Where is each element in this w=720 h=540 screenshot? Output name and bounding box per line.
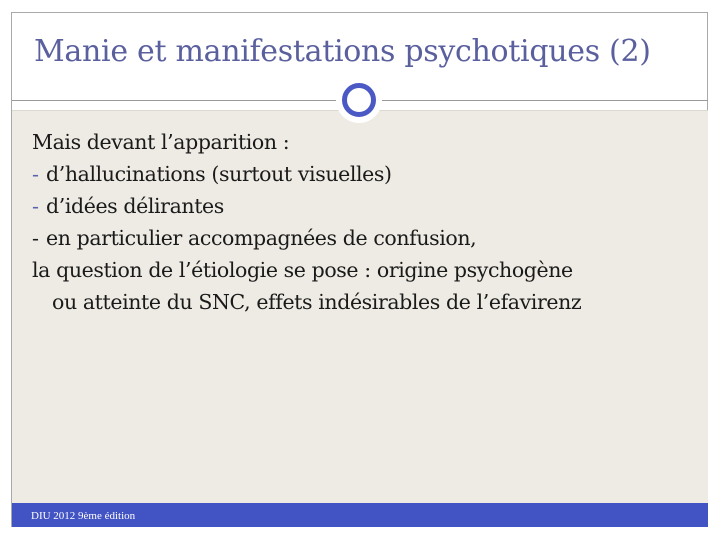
bullet-item <box>32 190 692 222</box>
bullet-item <box>32 222 692 254</box>
bullet-text: d’hallucinations (surtout visuelles) <box>46 162 392 186</box>
footer-label: DIU 2012 9ème édition <box>31 510 136 522</box>
dash-icon: - <box>32 162 39 186</box>
circle-ornament-icon <box>342 83 376 117</box>
bullet-item <box>32 158 692 190</box>
intro-line: Mais devant l’apparition : <box>32 130 290 154</box>
dash-icon: - <box>32 194 39 218</box>
dash-icon: - <box>32 226 39 250</box>
slide-title: Manie et manifestations psychotiques (2) <box>34 34 651 69</box>
bullet-text: en particulier accompagnées de confusion, <box>46 226 477 250</box>
conclusion-line: la question de l’étiologie se pose : origine psychogène <box>32 258 573 282</box>
slide-body <box>32 126 692 318</box>
bullet-text: d’idées délirantes <box>46 194 224 218</box>
conclusion-continuation: ou atteinte du SNC, effets indésirables de l’efavirenz <box>52 290 582 314</box>
